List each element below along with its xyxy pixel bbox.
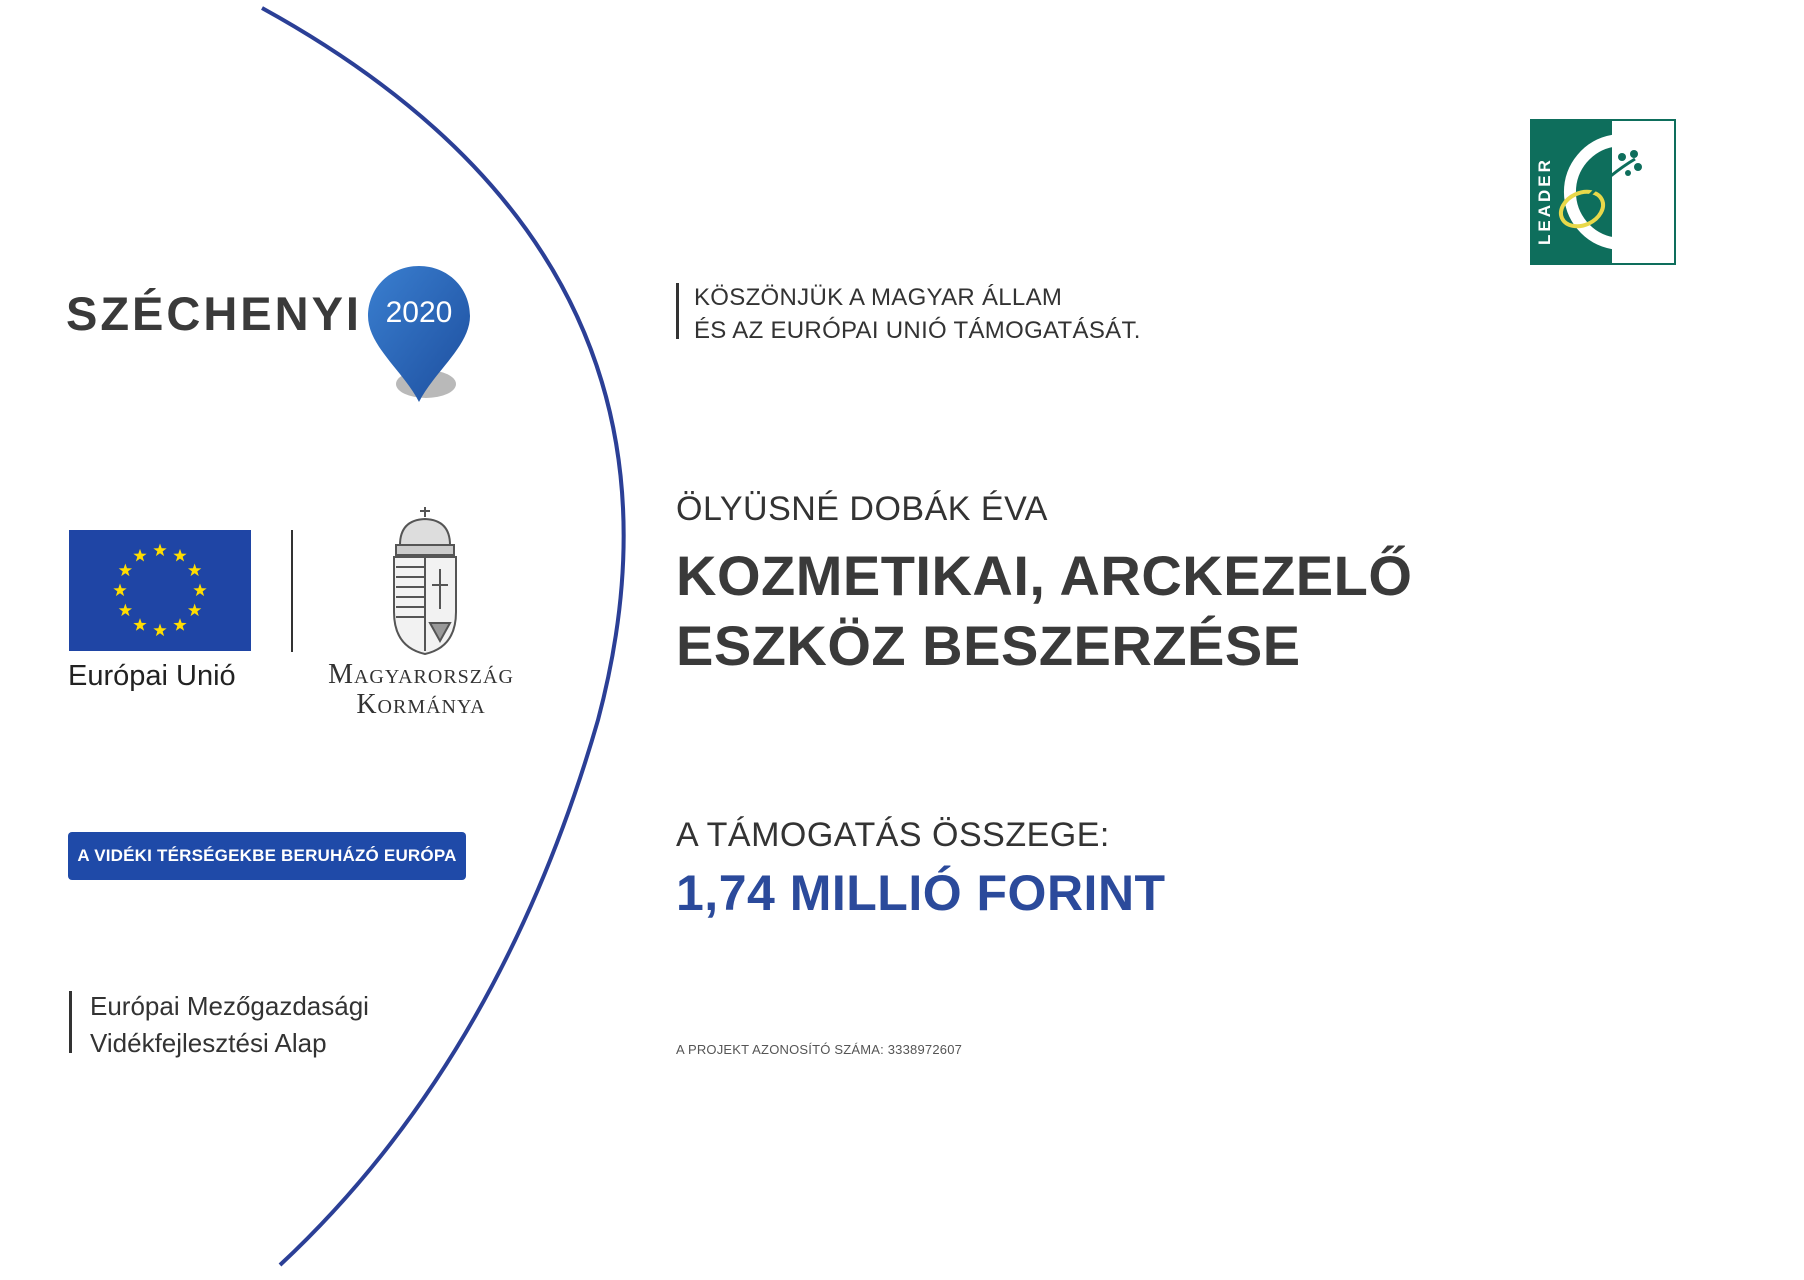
- thanks-divider: [676, 283, 679, 339]
- beneficiary-name: ÖLYÜSNÉ DOBÁK ÉVA: [676, 490, 1048, 528]
- government-label-line1: Magyarország: [328, 659, 514, 690]
- leader-wordmark: LEADER: [1535, 157, 1554, 245]
- thanks-message: [694, 281, 1141, 347]
- leader-logo: [1530, 119, 1676, 265]
- project-id: A PROJEKT AZONOSÍTÓ SZÁMA: 3338972607: [676, 1042, 963, 1057]
- hungarian-coat-of-arms-icon: [380, 505, 470, 655]
- project-title-line1: KOZMETIKAI, ARCKEZELŐ: [676, 544, 1413, 607]
- logo-divider: [291, 530, 293, 652]
- project-title-line2: ESZKÖZ BESZERZÉSE: [676, 614, 1301, 677]
- szechenyi-year: 2020: [385, 296, 453, 329]
- thanks-line2: ÉS AZ EURÓPAI UNIÓ TÁMOGATÁSÁT.: [694, 317, 1141, 344]
- thanks-line1: KÖSZÖNJÜK A MAGYAR ÁLLAM: [694, 284, 1063, 311]
- government-label-line2: Kormánya: [356, 689, 486, 720]
- eu-label: Európai Unió: [68, 660, 236, 692]
- eu-flag-logo: [69, 530, 251, 651]
- project-title: [676, 541, 1412, 681]
- fund-divider: [69, 991, 72, 1053]
- fund-name-line2: Vidékfejlesztési Alap: [90, 1028, 327, 1058]
- fund-name: [90, 988, 369, 1062]
- support-amount-label: A TÁMOGATÁS ÖSSZEGE:: [676, 816, 1110, 854]
- government-label: [310, 660, 532, 720]
- support-amount-value: 1,74 MILLIÓ FORINT: [676, 865, 1166, 921]
- szechenyi-wordmark: SZÉCHENYI: [66, 287, 362, 340]
- szechenyi-2020-pin-logo: [364, 262, 474, 410]
- rural-europe-badge: A VIDÉKI TÉRSÉGEKBE BERUHÁZÓ EURÓPA: [68, 832, 466, 880]
- fund-name-line1: Európai Mezőgazdasági: [90, 991, 369, 1021]
